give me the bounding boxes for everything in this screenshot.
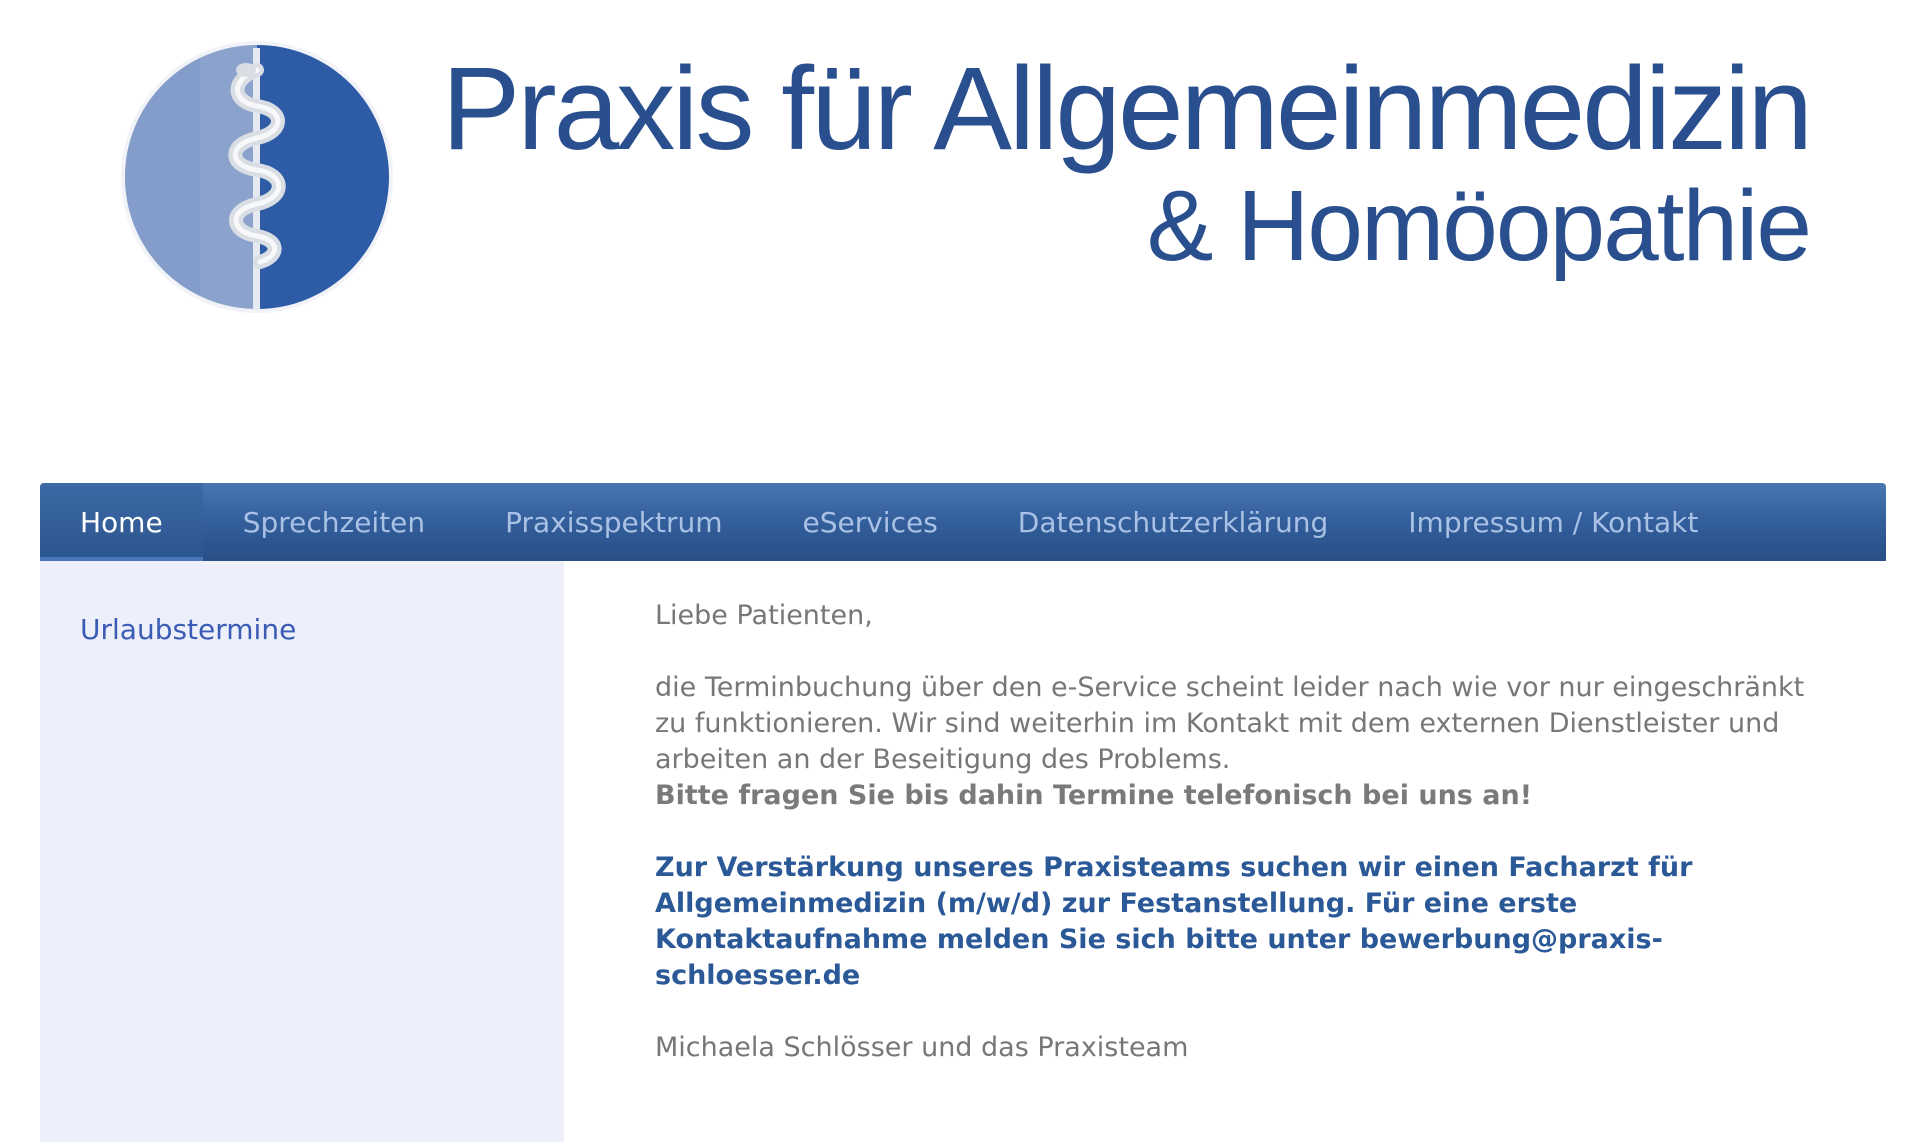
- greeting: Liebe Patienten,: [655, 600, 873, 631]
- logo-text: [441, 43, 1810, 282]
- logo-title: Praxis für Allgemeinmedizin: [441, 43, 1810, 175]
- main-navigation: [40, 483, 1886, 561]
- notice-paragraph: die Terminbuchung über den e-Service scheint leider nach wie vor nur eingeschränkt zu funktionieren. Wir sind weiterhin im Kontakt mit dem externen Dienstleister und arbeiten an der Beseitigung des Problems.: [655, 672, 1805, 775]
- nav-item-impressum[interactable]: Impressum / Kontakt: [1408, 505, 1699, 539]
- rod-of-asclepius-icon: [120, 40, 394, 314]
- site-header: [0, 0, 1912, 480]
- main-content: [655, 598, 1805, 1066]
- nav-item-home[interactable]: Home: [40, 483, 203, 561]
- signature: Michaela Schlösser und das Praxisteam: [655, 1032, 1189, 1063]
- job-notice: Zur Verstärkung unseres Praxisteams suchen wir einen Facharzt für Allgemeinmedizin (m/w/d) zur Festanstellung. Für eine erste Kontaktaufnahme melden Sie sich bitte unter bewerbung@praxis-schloesser.de: [655, 852, 1693, 991]
- sidebar: [40, 561, 564, 1142]
- nav-item-sprechzeiten[interactable]: Sprechzeiten: [242, 505, 426, 539]
- sidebar-item-urlaubstermine[interactable]: Urlaubstermine: [80, 613, 297, 646]
- nav-item-praxisspektrum[interactable]: Praxisspektrum: [505, 505, 723, 539]
- notice-emphasis: Bitte fragen Sie bis dahin Termine telefonisch bei uns an!: [655, 780, 1533, 811]
- nav-item-datenschutz[interactable]: Datenschutzerklärung: [1017, 505, 1329, 539]
- nav-item-eservices[interactable]: eServices: [802, 505, 938, 539]
- logo-subtitle: & Homöopathie: [1146, 170, 1810, 282]
